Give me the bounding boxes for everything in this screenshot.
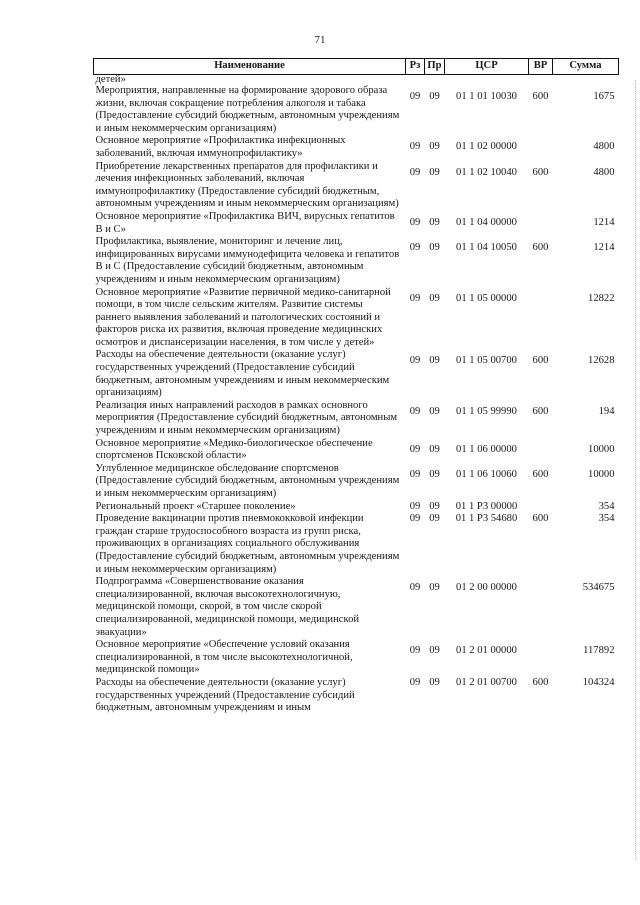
row-vr: 600 — [532, 468, 549, 480]
row-csr: 01 2 01 00700 — [456, 676, 517, 688]
row-name: Реализация иных направлений расходов в рамках основного мероприятия (Предоставление субсидий бюджетным, автономным учреждениям и иным некоммерческим организациям) — [95, 399, 398, 437]
row-name: Углубленное медицинское обследование спортсменов (Предоставление субсидий бюджетным, автономным учреждениям и иным некоммерческим организациям) — [95, 462, 400, 499]
row-csr: 01 1 P3 54680 — [455, 513, 518, 525]
table-row — [94, 513, 619, 576]
row-vr — [529, 501, 553, 514]
table-row — [94, 438, 619, 463]
row-rz — [406, 75, 425, 86]
row-rz: 09 — [409, 91, 421, 102]
row-vr — [529, 438, 553, 463]
row-rz: 09 — [409, 166, 421, 178]
row-csr: 01 1 05 99990 — [456, 405, 517, 417]
row-vr: 600 — [532, 676, 549, 688]
row-csr: 01 1 06 00000 — [456, 443, 517, 455]
table-row — [94, 287, 619, 350]
row-pr — [425, 75, 445, 86]
table-row — [94, 576, 619, 639]
row-name: Подпрограмма «Совершенствование оказания специализированной, включая высокотехнологичную, медицинской помощи, скорой, в том числе скорой специализированной, медицинской помощи, медицинской эвакуации» — [95, 576, 360, 638]
table-row — [94, 211, 619, 236]
table-row — [94, 85, 619, 135]
row-rz: 09 — [409, 405, 421, 417]
row-vr: 600 — [532, 166, 549, 178]
row-vr — [529, 211, 553, 236]
row-sum: 534675 — [582, 582, 615, 594]
row-pr: 09 — [429, 216, 440, 228]
row-csr: 01 1 P3 00000 — [455, 500, 518, 512]
row-rz: 09 — [409, 645, 421, 657]
table-row — [94, 135, 619, 160]
table-row — [94, 639, 619, 677]
table-row — [94, 463, 619, 501]
table-row — [94, 677, 619, 715]
row-name: Расходы на обеспечение деятельности (оказание услуг) государственных учреждений (Предоставление субсидий бюджетным, автономным учреждениям и иным — [95, 676, 355, 714]
row-name: Профилактика, выявление, мониторинг и лечение лиц, инфицированных вирусами иммунодефицита человека и гепатитов В и С (Предоставление субсидий бюджетным, автономным учреждениям и иным некоммерческим организациям) — [95, 236, 400, 285]
row-sum: 194 — [598, 405, 615, 417]
row-sum: 4800 — [593, 166, 615, 178]
row-pr: 09 — [429, 582, 440, 594]
row-vr — [529, 639, 553, 677]
row-vr — [529, 75, 553, 86]
row-vr: 600 — [532, 355, 549, 367]
row-pr: 09 — [429, 500, 440, 512]
column-header-pr: Пр — [425, 59, 445, 75]
row-csr: 01 1 02 10040 — [456, 166, 517, 178]
row-csr: 01 2 00 00000 — [456, 582, 517, 594]
row-rz: 09 — [409, 468, 421, 480]
budget-table — [93, 58, 619, 715]
row-rz: 09 — [409, 355, 421, 367]
row-vr: 600 — [532, 242, 549, 254]
row-csr: 01 1 01 10030 — [456, 91, 517, 102]
row-csr: 01 1 02 00000 — [456, 141, 517, 153]
row-csr: 01 1 05 00000 — [456, 292, 517, 304]
row-pr: 09 — [429, 166, 440, 178]
row-sum: 1214 — [593, 216, 615, 228]
row-sum: 1675 — [593, 91, 615, 102]
row-vr — [529, 287, 553, 350]
table-header-row — [94, 59, 619, 75]
row-rz: 09 — [409, 141, 421, 153]
row-name: Мероприятия, направленные на формирование здорового образа жизни, включая сокращение потребления алкоголя и табака (Предоставление субсидий бюджетным, автономным учреждениям и иным некоммерческим организациям) — [95, 85, 400, 134]
row-pr: 09 — [429, 645, 440, 657]
row-name: Основное мероприятие «Медико-биологическое обеспечение спортсменов Псковской области» — [95, 437, 373, 462]
column-header-vr: ВР — [529, 59, 553, 75]
row-sum: 1214 — [593, 242, 615, 254]
table-row — [94, 161, 619, 211]
row-rz: 09 — [409, 513, 421, 525]
row-name: детей» — [95, 74, 126, 85]
row-vr — [529, 135, 553, 160]
table-row — [94, 75, 619, 86]
row-sum: 4800 — [593, 141, 615, 153]
row-sum: 354 — [598, 500, 615, 512]
row-sum: 10000 — [588, 443, 615, 455]
row-vr — [529, 576, 553, 639]
row-name: Проведение вакцинации против пневмококковой инфекции граждан старше трудоспособного возраста из групп риска, проживающих в организациях социального обслуживания (Предоставление субсидий бюджетным, автономным учреждениям и иным некоммерческим организациям) — [95, 513, 400, 575]
row-name: Расходы на обеспечение деятельности (оказание услуг) государственных учреждений (Предоставление субсидий бюджетным, автономным учреждениям и иным некоммерческим организациям) — [95, 349, 390, 399]
row-sum — [553, 75, 619, 86]
row-pr: 09 — [429, 676, 440, 688]
column-header-name: Наименование — [94, 59, 406, 75]
table-row — [94, 501, 619, 514]
row-pr: 09 — [429, 405, 440, 417]
scan-edge-line — [634, 80, 636, 860]
row-name: Приобретение лекарственных препаратов для профилактики и лечения инфекционных заболеваний, включая иммунопрофилактику (Предоставление субсидий бюджетным, автономным учреждениям и иным некоммерческим организациям) — [95, 160, 399, 210]
row-rz: 09 — [409, 582, 421, 594]
row-csr — [445, 75, 529, 86]
row-csr: 01 1 04 00000 — [456, 216, 517, 228]
row-pr: 09 — [429, 91, 440, 102]
table-row — [94, 236, 619, 286]
row-csr: 01 1 04 10050 — [456, 242, 517, 254]
row-name: Основное мероприятие «Профилактика ВИЧ, вирусных гепатитов В и С» — [95, 210, 395, 235]
row-csr: 01 1 05 00700 — [456, 355, 517, 367]
row-vr: 600 — [532, 91, 549, 102]
column-header-csr: ЦСР — [445, 59, 529, 75]
row-pr: 09 — [429, 443, 440, 455]
page-number: 71 — [314, 34, 326, 46]
row-pr: 09 — [429, 513, 440, 525]
row-rz: 09 — [409, 676, 421, 688]
row-sum: 10000 — [588, 468, 615, 480]
row-rz: 09 — [409, 216, 421, 228]
row-csr: 01 2 01 00000 — [456, 645, 517, 657]
row-sum: 354 — [598, 513, 615, 525]
column-header-sum: Сумма — [553, 59, 619, 75]
row-pr: 09 — [429, 355, 440, 367]
row-name: Основное мероприятие «Развитие первичной медико-санитарной помощи, в том числе сельским жителям. Развитие системы раннего выявления заболеваний и патологических состояний и факторов риска их развития, включая проведение медицинских осмотров и диспансеризации населения, в том числе у детей» — [95, 286, 391, 348]
row-sum: 104324 — [582, 676, 615, 688]
row-vr: 600 — [532, 405, 549, 417]
row-sum: 117892 — [583, 645, 615, 657]
row-rz: 09 — [409, 292, 421, 304]
row-rz: 09 — [409, 443, 421, 455]
row-sum: 12628 — [588, 355, 615, 367]
row-pr: 09 — [429, 141, 440, 153]
row-name: Основное мероприятие «Обеспечение условий оказания специализированной, в том числе высокотехнологичной, медицинской помощи» — [95, 639, 353, 676]
row-vr: 600 — [532, 513, 549, 525]
row-name: Основное мероприятие «Профилактика инфекционных заболеваний, включая иммунопрофилактику» — [95, 135, 346, 159]
row-rz: 09 — [409, 242, 421, 254]
row-pr: 09 — [429, 468, 440, 480]
row-sum: 12822 — [588, 292, 615, 304]
table-row — [94, 400, 619, 438]
row-csr: 01 1 06 10060 — [456, 468, 517, 480]
table-row — [94, 349, 619, 399]
row-pr: 09 — [429, 242, 440, 254]
row-rz: 09 — [409, 500, 421, 512]
row-name: Региональный проект «Старшее поколение» — [95, 500, 296, 512]
row-pr: 09 — [429, 292, 440, 304]
column-header-rz: Рз — [406, 59, 425, 75]
